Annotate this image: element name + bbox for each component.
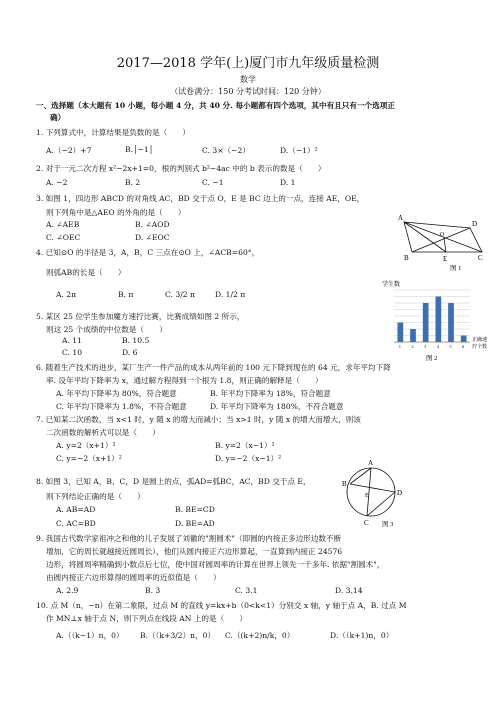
- exam-info: （试卷满分：150 分考试时间：120 分钟）: [170, 87, 326, 96]
- question-9-cont-1: 增加，它的周长就越接近圆周长），他们从圆内接正六边形算起，一直算到内接正 24576: [46, 547, 343, 556]
- page-title: 2017—2018 学年(上)厦门市九年级质量检测: [116, 56, 380, 71]
- fig1-label-a: A: [398, 214, 404, 222]
- q4-option-d: D. 1/2 π: [215, 290, 246, 299]
- fig3-label-c: C: [364, 519, 369, 527]
- figure-2-bar-chart: [380, 278, 490, 364]
- q10-option-a: A.（（k−1）n，0）: [56, 631, 124, 640]
- q2-option-c: C. −1: [202, 178, 224, 187]
- chart-bar: [448, 303, 454, 342]
- chart-x-tick: 5: [449, 344, 452, 349]
- q2-option-b: B. 2: [125, 178, 141, 187]
- fig1-label-d: D: [472, 220, 478, 228]
- question-5: 5. 某区 25 位学生参加魔方速拧比赛，比赛成绩如图 2 所示，: [36, 312, 245, 321]
- question-3-cont: 则下列角中是△AEO 的外角的是（ ）: [46, 208, 186, 217]
- fig3-label-e: E: [365, 493, 369, 499]
- q7-option-d: D. y=−2（x−1）²: [215, 454, 282, 463]
- figure-1-quadrilateral: [390, 210, 486, 272]
- q4-option-a: A. 2π: [56, 290, 77, 299]
- question-4: 4. 已知⊙O 的半径是 3，A，B，C 三点在⊙O 上，∠ACB=60°，: [36, 248, 260, 257]
- chart-bar: [461, 336, 467, 343]
- chart-x-tick: 6: [462, 344, 465, 349]
- fig3-label-a: A: [368, 459, 374, 467]
- question-3: 3. 如图 1，四边形 ABCD 的对角线 AC，BD 交于点 O，E 是 BC 边上的一点，连接 AE，OE，: [36, 194, 365, 203]
- q9-option-c: C. 3.1: [235, 586, 258, 595]
- fig1-caption: 图 1: [450, 265, 462, 272]
- q1-option-a: A.（−2）+7: [46, 146, 92, 155]
- chart-y-label: 学生数: [382, 282, 401, 288]
- fig1-label-c: C: [478, 254, 483, 262]
- chart-bar: [423, 303, 429, 342]
- fig1-label-e: E: [443, 255, 448, 263]
- q9-option-b: B. 3: [145, 586, 161, 595]
- question-9: 9. 我国古代数学家祖冲之和他的儿子发展了刘徽的"割圆术"（即圆的内接正多边形边数不断: [36, 534, 342, 543]
- q6-option-d: D. 年平均下降率为 180%，不符合题意: [210, 402, 344, 411]
- q3-option-b: B. ∠AOD: [135, 220, 170, 229]
- q1-option-d: D.（−1）²: [280, 146, 318, 155]
- fig3-label-b: B: [342, 480, 347, 488]
- chart-x-label-line1: 正确速: [472, 338, 488, 343]
- q7-option-a: A. y=2（x+1）²: [56, 441, 116, 450]
- section-heading: 一、选择题（本大题有 10 小题，每小题 4 分，共 40 分. 每小题都有四个选项，其中有且只有一个选项正: [36, 101, 395, 110]
- question-8: 8. 如图 3，已知 A，B，C，D 是圆上的点，弧AD=弧BC，AC，BD 交于点 E，: [36, 477, 311, 486]
- q7-option-c: C. y=−2（x+1）²: [56, 454, 122, 463]
- section-heading-cont: 确）: [50, 113, 66, 122]
- q1-option-b: B.│−1│: [125, 145, 154, 154]
- q2-option-d: D. 1: [280, 178, 296, 187]
- q10-option-b: B.（（k+3/2）n，0）: [140, 631, 216, 640]
- chart-x-tick: 1: [398, 344, 401, 349]
- question-6: 6. 随着生产技术的进步，某厂生产一件产品的成本从两年前的 100 元下降到现在的 64 元，求年平均下降: [36, 363, 391, 372]
- chart-bar: [410, 329, 416, 342]
- q7-option-b: B. y=2（x−1）²: [215, 441, 275, 450]
- q8-option-d: D. BE=AD: [175, 519, 215, 528]
- q3-option-a: A. ∠AEB: [46, 220, 80, 229]
- q6-option-c: C. 年平均下降率为 1.8%，不符合题意: [56, 402, 187, 411]
- q6-option-a: A. 年平均下降率为 80%，符合题意: [56, 389, 177, 398]
- q8-option-b: B. BE=CD: [175, 505, 215, 514]
- q5-option-d: D. 6: [122, 348, 138, 357]
- question-7: 7. 已知某二次函数，当 x<1 时，y 随 x 的增大而减小；当 x>1 时，y 随 x 的增大而增大，则该: [36, 415, 361, 424]
- q1-option-c: C. 3×（−2）: [202, 146, 250, 155]
- q10-option-d: D.（（k+1)n，0）: [330, 631, 394, 640]
- chart-x-tick: 2: [411, 344, 414, 349]
- chart-bar: [397, 323, 403, 343]
- fig1-label-b: B: [404, 254, 409, 262]
- fig3-caption: 图 3: [382, 521, 394, 528]
- q4-option-c: C. 3/2 π: [165, 290, 195, 299]
- question-5-cont: 则这 25 个成绩的中位数是（ ）: [46, 325, 167, 334]
- chart-x-tick: 4: [436, 344, 439, 349]
- q6-option-b: B. 年平均下降率为 18%，符合题意: [210, 389, 331, 398]
- question-4-cont: 则弧AB的长是（ ）: [46, 268, 126, 277]
- question-2: 2. 对于一元二次方程 x²−2x+1=0，根的判别式 b²−4ac 中的 b 表示的数是（ ）: [36, 164, 326, 173]
- q5-option-b: B. 10.5: [122, 336, 150, 345]
- chart-x-label-line2: 拧个数: [472, 345, 488, 350]
- question-8-cont: 则下列结论正确的是（ ）: [46, 492, 145, 501]
- q9-option-a: A. 2.9: [56, 586, 79, 595]
- question-9-cont-3: 由圆内接正六边形算得的圆周率的近似值是（ ）: [46, 573, 221, 582]
- figure-3-circle: [338, 456, 412, 530]
- question-1: 1. 下列算式中，计算结果是负数的是（ ）: [36, 128, 190, 137]
- question-10-cont: 作 MN⊥x 轴于点 N，则下列点在线段 AN 上的是（ ）: [46, 614, 247, 623]
- question-9-cont-2: 边形，将圆周率精确到小数点后七位，使中国对圆周率的计算在世界上领先一千多年. 依据"割圆术"，: [46, 560, 385, 569]
- chart-x-tick: 3: [424, 344, 427, 349]
- q8-option-c: C. AC=BD: [56, 519, 96, 528]
- q3-option-c: C. ∠OEC: [46, 233, 81, 242]
- question-7-cont: 二次函数的解析式可以是（ ）: [46, 428, 160, 437]
- chart-bar: [435, 297, 441, 343]
- q9-option-d: D. 3.14: [335, 586, 363, 595]
- q3-option-d: D. ∠EOC: [135, 233, 170, 242]
- q5-option-c: C. 10: [62, 348, 83, 357]
- question-10: 10. 点 M（n，−n）在第二象限，过点 M 的直线 y=kx+b（0<k<1）分别交 x 轴，y 轴于点 A，B. 过点 M: [36, 601, 407, 610]
- q4-option-b: B. π: [118, 290, 134, 299]
- fig3-label-d: D: [397, 489, 403, 497]
- question-6-cont: 率. 设年平均下降率为 x，通过解方程得到一个根为 1.8，则正确的解释是（ ）: [46, 376, 323, 385]
- q8-option-a: A. AB=AD: [56, 505, 96, 514]
- q10-option-c: C.（(k+2)n/k，0）: [225, 631, 295, 640]
- subject-label: 数学: [240, 75, 256, 84]
- q2-option-a: A. −2: [46, 178, 68, 187]
- q5-option-a: A. 11: [62, 336, 82, 345]
- fig2-caption: 图 2: [426, 355, 438, 362]
- fig1-label-o: O: [440, 232, 445, 238]
